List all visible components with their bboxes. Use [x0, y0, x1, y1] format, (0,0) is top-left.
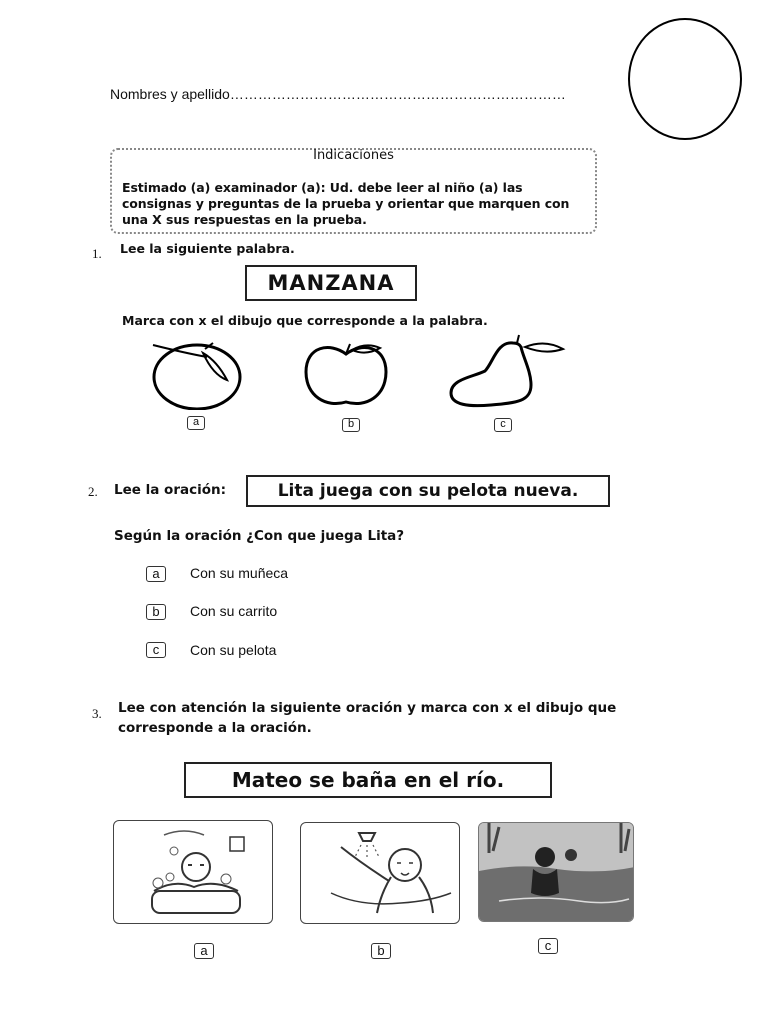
pear-drawing[interactable] [445, 333, 570, 413]
q2-option-c-label[interactable]: c [146, 642, 166, 658]
q2-option-a-label[interactable]: a [146, 566, 166, 582]
question-2-prompt: Lee la oración: [114, 482, 227, 498]
sentence-box: Lita juega con su pelota nueva. [246, 475, 610, 507]
q2-option-b-label[interactable]: b [146, 604, 166, 620]
apple-drawing[interactable] [300, 340, 392, 412]
question-1-number: 1. [92, 246, 102, 261]
question-3-prompt-line-1: Lee con atención la siguiente oración y marca con x el dibujo que [118, 700, 617, 716]
q2-option-b-text: Con su carrito [190, 603, 278, 619]
q2-option-c-text: Con su pelota [190, 642, 277, 658]
name-field-label[interactable]: Nombres y apellido……………………………………………………………… [110, 86, 566, 102]
q3-option-b-label[interactable]: b [371, 943, 391, 959]
child-bathing-in-river-picture[interactable] [478, 822, 634, 922]
instructions-text: Estimado (a) examinador (a): Ud. debe leer al niño (a) las consignas y preguntas de la prueba y orientar que marquen con una X sus respuestas en la prueba. [122, 180, 570, 227]
question-2-question: Según la oración ¿Con que juega Lita? [114, 528, 405, 544]
q3-option-c-label[interactable]: c [538, 938, 558, 954]
instructions-box [110, 148, 597, 234]
child-in-bathtub-picture[interactable] [113, 820, 273, 924]
sentence-box-2: Mateo se baña en el río. [184, 762, 552, 798]
child-in-shower-picture[interactable] [300, 822, 460, 924]
q3-option-a-label[interactable]: a [194, 943, 214, 959]
q2-option-a-text: Con su muñeca [190, 565, 289, 581]
q1-option-b-label[interactable]: b [342, 418, 360, 432]
orange-drawing[interactable] [145, 335, 250, 410]
question-3-number: 3. [92, 706, 102, 721]
target-word-box: MANZANA [245, 265, 417, 301]
q1-option-a-label[interactable]: a [187, 416, 205, 430]
grade-circle[interactable] [628, 18, 742, 140]
question-1-prompt: Lee la siguiente palabra. [120, 241, 295, 256]
q1-option-c-label[interactable]: c [494, 418, 512, 432]
instructions-title: Indicaciones [313, 148, 394, 163]
question-2-number: 2. [88, 484, 98, 499]
question-3-prompt-line-2: corresponde a la oración. [118, 720, 312, 736]
question-1-instruction: Marca con x el dibujo que corresponde a la palabra. [122, 313, 488, 328]
